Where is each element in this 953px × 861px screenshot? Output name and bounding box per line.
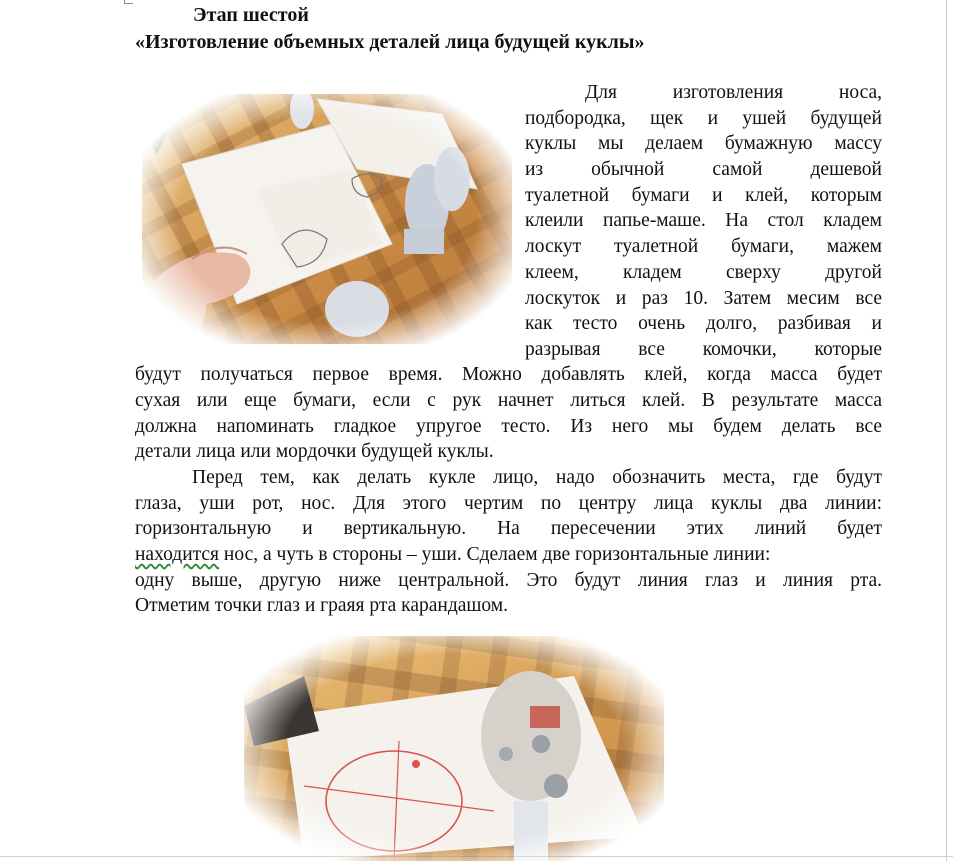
text-line: лоскуток и раз 10. Затем месим все [525,288,882,309]
text-line: детали лица или мордочки будущей куклы. [135,441,494,462]
stage-heading: Этап шестой [193,4,309,26]
text-line: Отметим точки глаз и граяя рта карандашом. [135,595,509,616]
text-line: туалетной бумаги и клей, которым [525,185,882,206]
photo-paper-mass-work [142,94,512,344]
text-line: клеили папье-маше. На стол кладем [525,210,882,231]
text-line: клеем, кладем сверху другой [525,262,882,283]
text-line: как тесто очень долго, разбивая и [525,313,882,334]
stage-title: «Изготовление объемных деталей лица будущей куклы» [135,31,645,53]
text-line-rest: нос, а чуть в стороны – уши. Сделаем две горизонтальные линии: [219,544,771,565]
text-line [135,543,882,567]
photo-doll-head-illustration [244,636,664,861]
photo-doll-head-sketch [244,636,664,861]
text-line: разрывая все комочки, которые [525,339,882,360]
text-line: одну выше, другую ниже центральной. Это будут линия глаз и линия рта. [135,570,882,591]
text-line: из обычной самой дешевой [525,159,882,180]
text-line: глаза, уши рот, нос. Для этого чертим по центру лица куклы два линии: [135,493,882,514]
text-line: Перед тем, как делать кукле лицо, надо обозначить места, где будут [192,467,882,488]
photo-paper-mass-illustration [142,94,512,344]
page-edge-right [946,0,947,861]
text-line: горизонтальную и вертикальную. На пересечении этих линий будет [135,518,882,539]
spellcheck-flagged-word: находится [135,544,220,565]
text-line: лоскут туалетной бумаги, мажем [525,236,882,257]
text-line: должна напоминать гладкое упругое тесто. Из него мы будем делать все [135,416,882,437]
text-boundary-mark [124,0,133,4]
text-line: Для изготовления носа, [585,82,882,103]
text-line: подбородка, щек и ушей будущей [525,108,882,129]
text-line: будут получаться первое время. Можно добавлять клей, когда масса будет [135,364,882,385]
text-line: сухая или еще бумаги, если с рук начнет литься клей. В результате масса [135,390,882,411]
text-line: куклы мы делаем бумажную массу [525,133,882,154]
